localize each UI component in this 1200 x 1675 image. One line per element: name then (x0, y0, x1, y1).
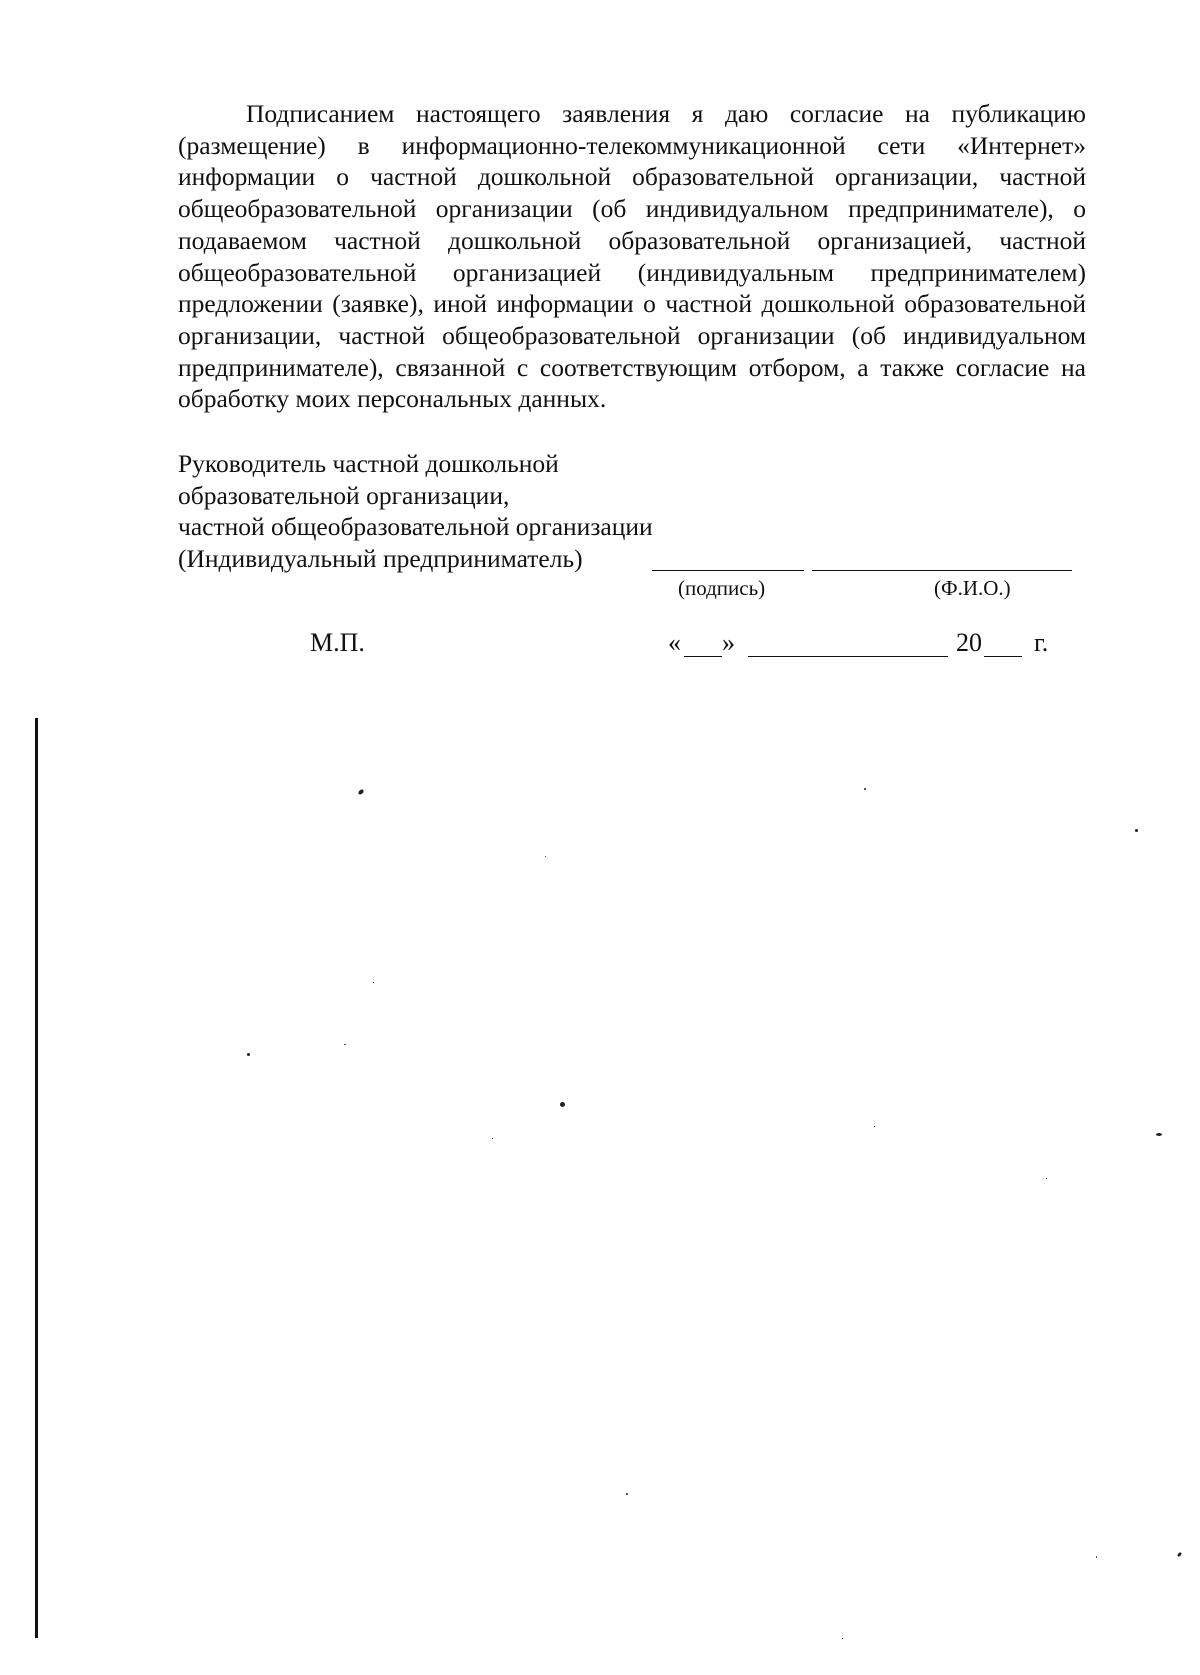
signature-caption: (подпись) (678, 576, 766, 600)
scan-speck (1096, 1556, 1097, 1558)
signatory-line-1: Руководитель частной дошкольной (178, 449, 559, 478)
scan-speck (1177, 1552, 1183, 1558)
scan-speck (874, 1126, 875, 1127)
year-blank-line (984, 656, 1022, 657)
signatory-line-3: частной общеобразовательной организации (178, 512, 653, 542)
scan-speck (545, 856, 546, 857)
scan-speck (357, 789, 364, 796)
consent-paragraph: Подписанием настоящего заявления я даю согласие на публикацию (размещение) в информационно-телекоммуникационной сети «Интернет» информации о частной дошкольной образовательной организации, частной общеобразовательной организации (об индивидуальном предпринимателе), о подаваемом частной дошкольной образовательной организацией, частной общеобразовательной организацией (индивидуальным предпринимателем) предложении (заявке), иной информации о частной дошкольной образовательной организации, частной общеобразовательной организации (об индивидуальном предпринимателе), связанной с соответствующим отбором, а также согласие на обработку моих персональных данных. (178, 99, 1086, 414)
scan-speck (344, 1044, 346, 1045)
date-open-quote: « (668, 628, 681, 657)
scan-speck (373, 982, 374, 983)
year-prefix: 20 (956, 628, 982, 657)
name-blank-line (812, 570, 1072, 571)
scan-speck (1156, 1133, 1162, 1136)
month-blank-line (748, 656, 948, 657)
scan-speck (1135, 829, 1138, 832)
seal-label: М.П. (310, 628, 365, 657)
scan-speck (560, 1102, 565, 1107)
signatory-line-2: образовательной организации, (178, 480, 510, 510)
year-suffix: г. (1034, 628, 1049, 657)
scan-speck (1046, 1178, 1047, 1179)
scan-speck (247, 1053, 250, 1056)
date-close-quote: » (722, 628, 735, 657)
scan-speck (492, 1138, 493, 1139)
scan-speck (842, 1638, 843, 1639)
day-blank-line (684, 656, 722, 657)
scan-left-edge (35, 718, 38, 1638)
signatory-title (178, 448, 653, 575)
name-caption: (Ф.И.О.) (934, 576, 1011, 600)
signatory-line-4: (Индивидуальный предприниматель) (178, 544, 583, 574)
scan-speck (864, 788, 866, 790)
scan-speck (626, 1493, 628, 1495)
signature-blank-line (652, 570, 804, 571)
